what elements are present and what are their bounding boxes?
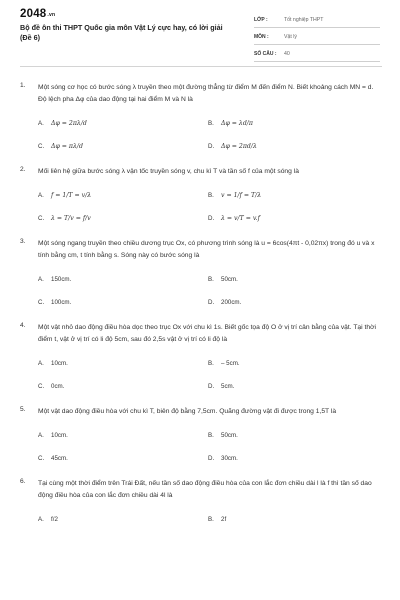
answer-options (38, 429, 378, 464)
meta-value: 40 (284, 51, 290, 58)
question-item (0, 478, 400, 525)
answer-option[interactable] (38, 513, 208, 525)
answer-options (38, 189, 378, 224)
question-item (0, 166, 400, 224)
option-label: D. (208, 214, 215, 222)
option-text: – 5cm. (221, 359, 240, 367)
option-text: 150cm. (51, 275, 72, 283)
answer-option[interactable] (38, 357, 208, 369)
option-text: λ = v/T = v.f (221, 214, 260, 222)
answer-option[interactable] (208, 296, 378, 308)
question-text: Tại cùng một thời điểm trên Trái Đất, nếu tần số dao động điều hòa của con lắc đơn chiều dài l là f thì tần số dao động điều hòa của con lắc đơn chiều dài 4l là (38, 480, 372, 499)
answer-option[interactable] (38, 273, 208, 285)
question-text: Một vật nhỏ dao động điều hòa dọc theo trục Ox với chu kì 1s. Biết gốc tọa độ O ở vị trí cân bằng của vật. Tại thời điểm t, vật ở vị trí có li độ 5cm, sau đó 2,5s vật ở vị trí có li độ là (38, 324, 376, 343)
meta-key: MÔN : (254, 34, 269, 41)
option-text: Δφ = πλ/d (51, 142, 83, 150)
header-divider (20, 66, 382, 67)
answer-options (38, 273, 378, 308)
option-label: C. (38, 454, 45, 462)
answer-option[interactable] (208, 452, 378, 464)
answer-option[interactable] (38, 189, 208, 201)
option-text: λ = T/v = f/v (51, 214, 91, 222)
document-meta (254, 14, 380, 65)
option-label: A. (38, 275, 44, 283)
question-number: 6. (20, 478, 26, 485)
answer-option[interactable] (38, 117, 208, 129)
option-label: B. (208, 191, 214, 199)
option-label: A. (38, 119, 44, 127)
option-label: D. (208, 298, 215, 306)
option-label: D. (208, 382, 215, 390)
answer-option[interactable] (208, 513, 378, 525)
option-text: 5cm. (221, 382, 235, 390)
question-number: 4. (20, 322, 26, 329)
option-label: C. (38, 382, 45, 390)
option-label: D. (208, 454, 215, 462)
option-label: A. (38, 431, 44, 439)
option-text: 10cm. (51, 431, 68, 439)
option-label: A. (38, 359, 44, 367)
option-label: D. (208, 142, 215, 150)
option-text: 45cm. (51, 454, 68, 462)
meta-row-subject (254, 31, 380, 45)
option-label: B. (208, 359, 214, 367)
answer-option[interactable] (38, 140, 208, 152)
option-text: 2f (221, 515, 227, 523)
option-label: A. (38, 515, 44, 523)
option-label: C. (38, 142, 45, 150)
question-number: 2. (20, 166, 26, 173)
question-text: Mối liên hệ giữa bước sóng λ vận tốc truyền sóng v, chu kì T và tần số f của một sóng là (38, 168, 299, 175)
question-item (0, 322, 400, 392)
answer-options (38, 357, 378, 392)
option-text: 100cm. (51, 298, 72, 306)
question-text: Một vật dao động điều hòa với chu kì T, biên độ bằng 7,5cm. Quãng đường vật đi được trong 1,5T là (38, 408, 337, 415)
answer-option[interactable] (208, 429, 378, 441)
answer-option[interactable] (208, 189, 378, 201)
option-text: 10cm. (51, 359, 68, 367)
option-label: B. (208, 275, 214, 283)
answer-options (38, 513, 378, 525)
option-text: Δφ = 2πd/λ (221, 142, 257, 150)
option-text: Δφ = λd/π (221, 119, 253, 127)
answer-option[interactable] (208, 212, 378, 224)
question-item (0, 406, 400, 464)
answer-option[interactable] (38, 452, 208, 464)
document-title: Bộ đề ôn thi THPT Quốc gia môn Vật Lý cực hay, có lời giải (Đề 6) (20, 23, 223, 42)
question-number: 5. (20, 406, 26, 413)
answer-option[interactable] (38, 429, 208, 441)
answer-option[interactable] (38, 212, 208, 224)
meta-key: LỚP : (254, 17, 268, 24)
question-item (0, 82, 400, 152)
answer-option[interactable] (38, 296, 208, 308)
question-number: 1. (20, 82, 26, 89)
header (0, 0, 400, 60)
option-text: f/2 (51, 515, 58, 523)
option-label: B. (208, 119, 214, 127)
option-text: 50cm. (221, 431, 238, 439)
meta-key: SỐ CÂU : (254, 51, 277, 58)
answer-options (38, 117, 378, 152)
answer-option[interactable] (208, 357, 378, 369)
option-label: C. (38, 214, 45, 222)
option-text: 0cm. (51, 382, 65, 390)
option-text: f = 1/T = v/λ (51, 191, 92, 199)
question-number: 3. (20, 238, 26, 245)
meta-value: Tốt nghiệp THPT (284, 17, 324, 24)
option-label: B. (208, 515, 214, 523)
meta-row-class (254, 14, 380, 28)
meta-value: Vật lý (284, 34, 297, 41)
question-list (0, 82, 400, 539)
answer-option[interactable] (208, 117, 378, 129)
logo-suffix: .vn (47, 12, 56, 18)
option-text: Δφ = 2πλ/d (51, 119, 87, 127)
answer-option[interactable] (208, 140, 378, 152)
question-text: Một sóng ngang truyền theo chiều dương trục Ox, có phương trình sóng là u = 6cos(4πt - 0,02πx) trong đó u và x tính bằng cm, t tính bằng s. Sóng này có bước sóng là (38, 240, 375, 259)
answer-option[interactable] (208, 380, 378, 392)
question-item (0, 238, 400, 308)
option-label: B. (208, 431, 214, 439)
option-text: v = 1/f = T/λ (221, 191, 262, 199)
logo-text: 2048 (20, 8, 47, 20)
answer-option[interactable] (38, 380, 208, 392)
meta-row-question-count (254, 48, 380, 62)
option-label: A. (38, 191, 44, 199)
option-label: C. (38, 298, 45, 306)
option-text: 50cm. (221, 275, 238, 283)
option-text: 30cm. (221, 454, 238, 462)
question-text: Một sóng cơ học có bước sóng λ truyền theo một đường thẳng từ điểm M đến điểm N. Biết khoảng cách MN = d. Độ lệch pha Δφ của dao động tại hai điểm M và N là (38, 84, 374, 103)
option-text: 200cm. (221, 298, 242, 306)
answer-option[interactable] (208, 273, 378, 285)
